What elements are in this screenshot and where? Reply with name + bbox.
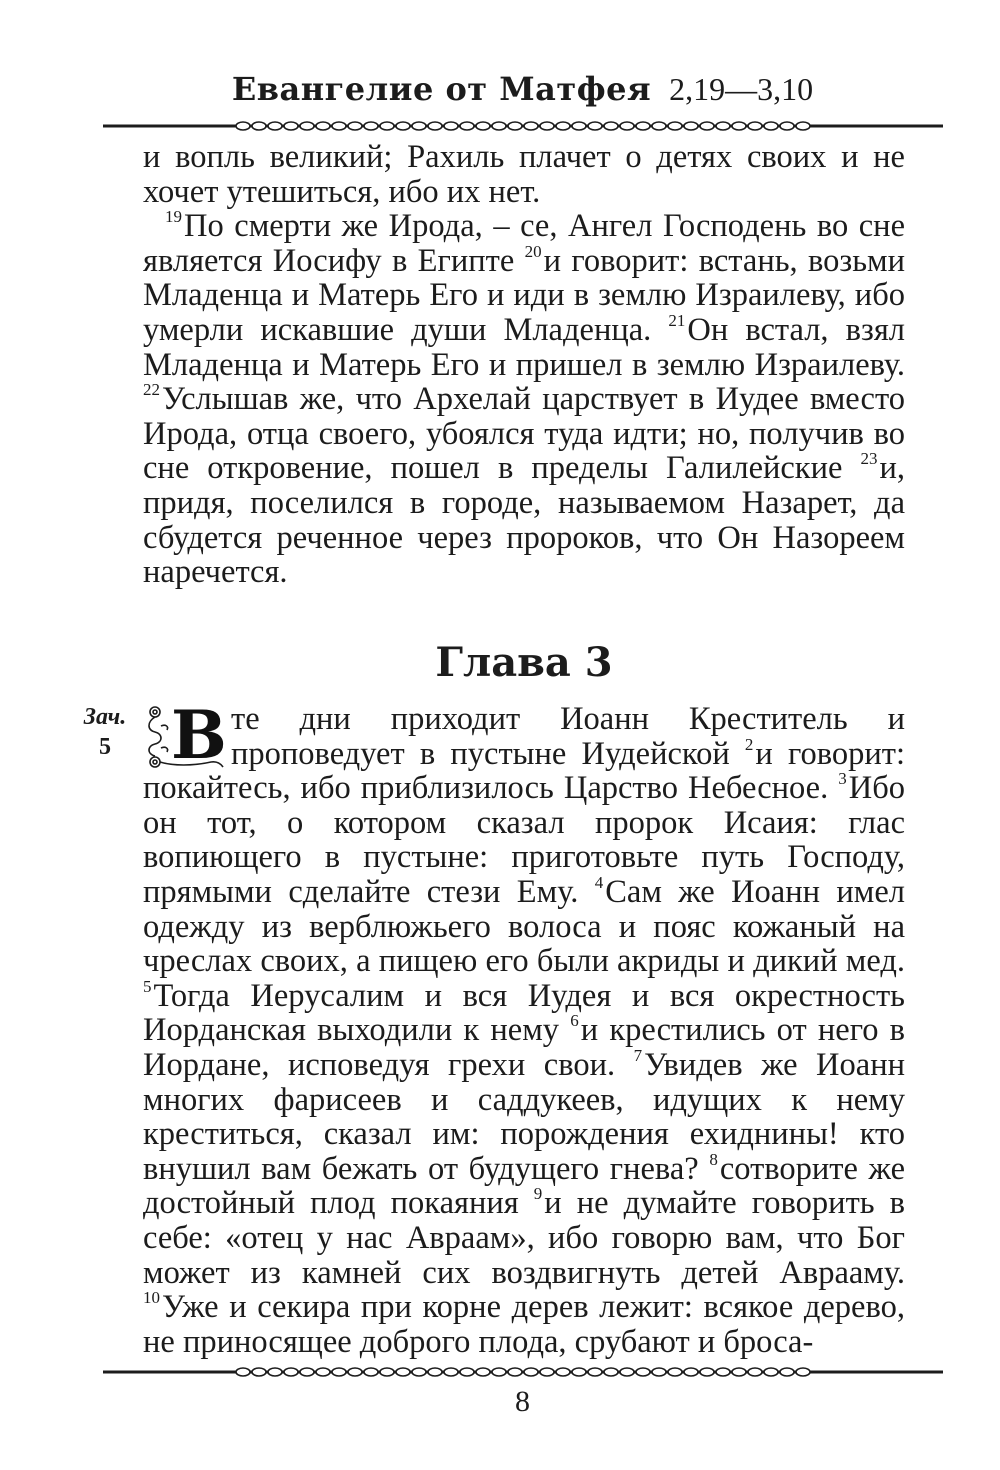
dropcap-letter: В	[171, 696, 227, 774]
verse-number: 20	[524, 241, 542, 261]
verse-number: 7	[633, 1045, 643, 1065]
ornamental-dropcap	[143, 696, 227, 774]
verse-2: и говорит: покайтесь, ибо приблизилось Царство Небесное.	[143, 735, 905, 807]
paragraph-verses-1-10	[143, 696, 905, 1360]
bottom-ornament-rule	[103, 1365, 943, 1379]
chapter-heading: Глава 3	[435, 639, 613, 686]
top-ornament-rule	[103, 119, 943, 133]
page-number: 8	[515, 1385, 530, 1418]
verse-6: и крестились от него в Иордане, исповедуя грехи свои.	[143, 1012, 905, 1083]
verse-number: 19	[165, 207, 182, 227]
verse-number: 2	[744, 734, 754, 754]
verse-21: Он встал, взял Младенца и Матерь Его и пришел в землю Израилеву.	[143, 311, 905, 383]
verse-number: 8	[709, 1149, 718, 1169]
verse-number: 5	[143, 976, 152, 996]
zachalo-label: Зач.	[83, 704, 127, 730]
verse-20: и говорит: встань, возьми Младенца и Матерь Его и иди в землю Израилеву, ибо умерли искавшие души Младенца.	[143, 242, 906, 348]
continuation-text	[143, 140, 905, 590]
verse-18-tail: и вопль великий; Рахиль плачет о детях своих и не хочет утешиться, ибо их нет.	[143, 139, 905, 210]
verse-number: 23	[860, 449, 878, 469]
verse-number: 22	[143, 380, 160, 400]
verse-number: 21	[668, 310, 686, 330]
paragraph-verses-19-23	[143, 209, 905, 590]
verse-number: 6	[570, 1011, 579, 1031]
verse-4: Сам же Иоанн имел одежду из верблюжьего волоса и пояс кожаный на чреслах своих, а пищею его были акриды и дикий мед.	[143, 873, 905, 980]
running-head-reference: 2,19—3,10	[669, 71, 814, 107]
running-head-title: Евангелие от Матфея	[231, 70, 652, 108]
verse-number: 3	[838, 769, 847, 789]
verse-10: Уже и секира при корне дерев лежит: всякое дерево, не приносящее доброго плода, срубают и броса-	[143, 1289, 905, 1360]
zachalo-number: 5	[99, 734, 111, 760]
verse-23: и, придя, поселился в городе, называемом Назарет, да сбудется реченное через пророков, что Он Назореем наречется.	[143, 450, 906, 591]
verse-5: Тогда Иерусалим и вся Иудея и вся окрестность Иорданская выходили к нему	[143, 977, 905, 1049]
verse-22: Услышав же, что Архелай царствует в Иудее вместо Ирода, отца своего, убоялся туда идти; но, получив во сне откровение, пошел в пределы Галилейские	[143, 381, 905, 487]
verse-1: те дни приходит Иоанн Креститель и проповедует в пустыне Иудейской	[231, 701, 905, 772]
verse-9: и не думайте говорить в себе: «отец у нас Авраам», ибо говорю вам, что Бог может из камней сих воздвигнуть детей Аврааму.	[143, 1185, 905, 1291]
chapter-text	[143, 696, 905, 1360]
zachalo-marker	[70, 702, 140, 762]
verse-8: сотворите же достойный плод покаяния	[143, 1150, 905, 1222]
running-head	[100, 70, 945, 120]
verse-number: 10	[143, 1288, 160, 1308]
verse-7: Увидев же Иоанн многих фарисеев и саддукеев, идущих к нему креститься, сказал им: порождения ехиднины! кто внушил вам бежать от будущего гнева?	[143, 1046, 905, 1187]
verse-number: 9	[533, 1184, 543, 1204]
verse-number: 4	[594, 872, 604, 892]
verse-19: По смерти же Ирода, – се, Ангел Господень во сне является Иосифу в Египте	[143, 208, 905, 279]
verse-3: Ибо он тот, о котором сказал пророк Исаия: глас вопиющего в пустыне: приготовьте путь Господу, прямыми сделайте стези Ему.	[143, 770, 905, 910]
